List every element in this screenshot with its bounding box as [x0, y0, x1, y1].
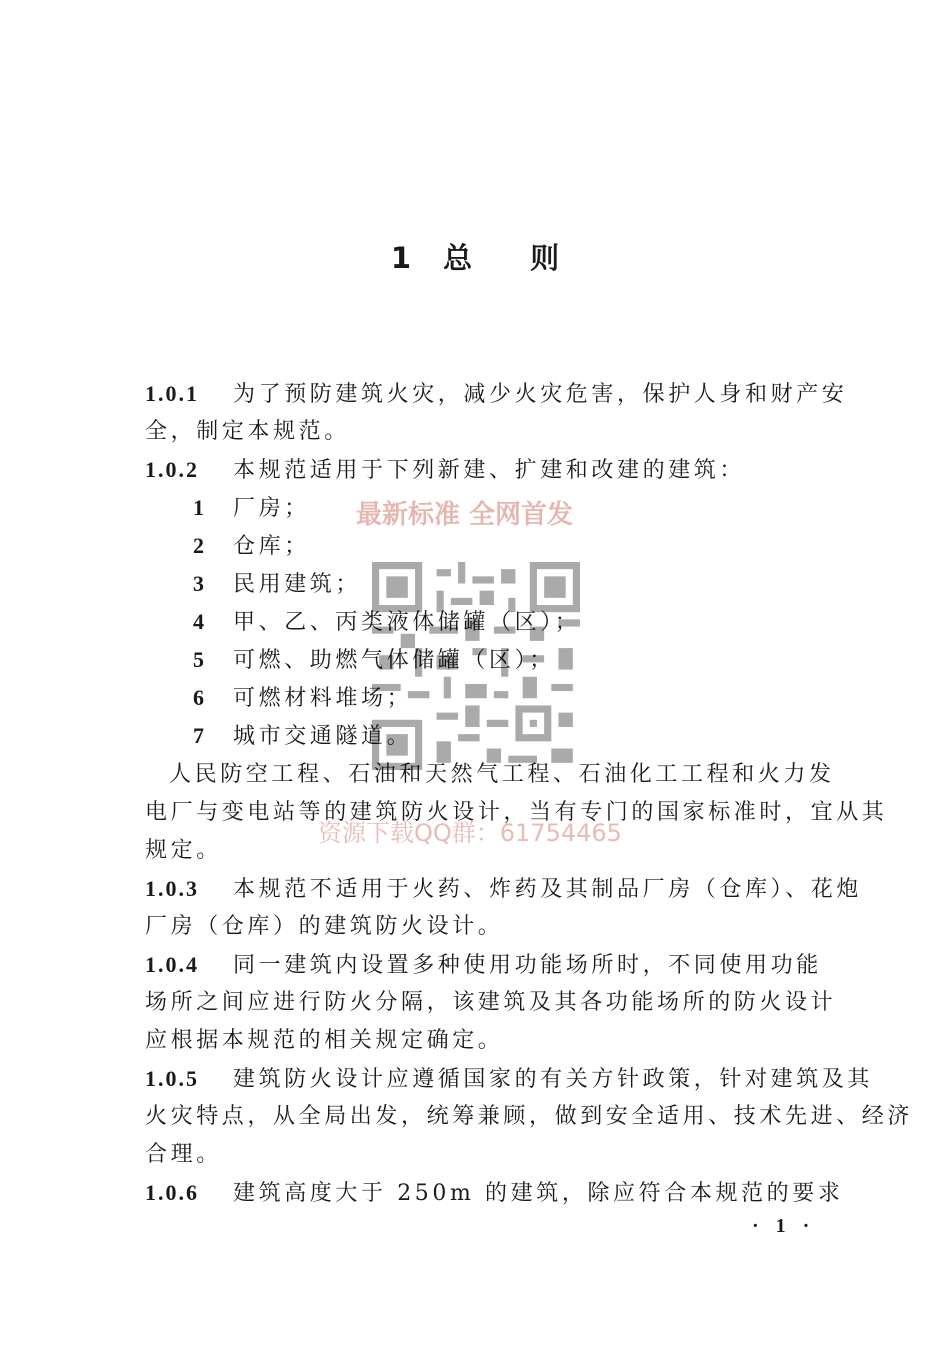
- clause-text-continued: 场所之间应进行防火分隔，该建筑及其各功能场所的防火设计: [145, 990, 837, 1015]
- clause-note: 规定。: [145, 838, 222, 863]
- chapter-title: [0, 236, 952, 277]
- list-item-text: 厂房；: [233, 496, 310, 521]
- clause-text-continued: 合理。: [145, 1142, 222, 1167]
- list-item-number: 4: [193, 609, 208, 634]
- clause-text-continued: 应根据本规范的相关规定确定。: [145, 1028, 504, 1053]
- chapter-title-char-2: 则: [530, 241, 562, 275]
- clause-1-0-3: [145, 870, 863, 908]
- clause-text: 本规范不适用于火药、炸药及其制品厂房（仓库）、花炮: [233, 877, 863, 902]
- clause-text-continued: 厂房（仓库）的建筑防火设计。: [145, 914, 504, 939]
- list-item-number: 7: [193, 723, 208, 748]
- list-item-number: 3: [193, 571, 208, 596]
- watermark-text-bottom: 资源下载QQ群：61754465: [318, 819, 622, 847]
- chapter-number: 1: [390, 241, 414, 275]
- clause-number: 1.0.2: [145, 457, 199, 482]
- list-item-text: 甲、乙、丙类液体储罐（区）；: [233, 610, 581, 635]
- clause-text: 为了预防建筑火灾，减少火灾危害，保护人身和财产安: [233, 382, 848, 407]
- list-item-number: 5: [193, 647, 208, 672]
- clause-note: 电厂与变电站等的建筑防火设计，当有专门的国家标准时，宜从其: [145, 800, 888, 825]
- clause-number: 1.0.4: [145, 952, 199, 977]
- page-number: · 1 ·: [752, 1215, 816, 1237]
- watermark-text-top: 最新标准 全网首发: [356, 500, 574, 530]
- clause-text-continued: 火灾特点，从全局出发，统筹兼顾，做到安全适用、技术先进、经济: [145, 1104, 914, 1129]
- list-item-text: 仓库；: [233, 534, 310, 559]
- list-item-text: 可燃、助燃气体储罐（区）；: [233, 648, 555, 673]
- chapter-title-char-1: 总: [443, 241, 475, 275]
- clause-1-0-1: [145, 375, 848, 413]
- clause-1-0-2: [145, 451, 835, 489]
- qr-code-watermark: [372, 562, 580, 770]
- list-item-text: 城市交通隧道。: [233, 724, 413, 749]
- list-item-number: 2: [193, 533, 208, 558]
- clause-text-continued: 全，制定本规范。: [145, 419, 350, 444]
- clause-number: 1.0.6: [145, 1180, 199, 1205]
- list-item-text: 可燃材料堆场；: [233, 686, 413, 711]
- clause-1-0-4: [145, 946, 835, 984]
- clause-text: 本规范适用于下列新建、扩建和改建的建筑：: [233, 458, 746, 483]
- clause-1-0-6: [145, 1174, 844, 1212]
- list-item: [193, 527, 793, 565]
- clause-number: 1.0.5: [145, 1066, 199, 1091]
- list-item-number: 1: [193, 495, 208, 520]
- clause-number: 1.0.3: [145, 876, 199, 901]
- clause-number: 1.0.1: [145, 381, 199, 406]
- clause-text: 同一建筑内设置多种使用功能场所时，不同使用功能: [233, 953, 822, 978]
- clause-text: 建筑防火设计应遵循国家的有关方针政策，针对建筑及其: [233, 1067, 874, 1092]
- list-item-number: 6: [193, 685, 208, 710]
- clause-1-0-5: [145, 1060, 874, 1098]
- list-item-text: 民用建筑；: [233, 572, 362, 597]
- clause-note: 人民防空工程、石油和天然气工程、石油化工工程和火力发: [169, 762, 835, 787]
- clause-text: 建筑高度大于 250m 的建筑，除应符合本规范的要求: [233, 1181, 844, 1206]
